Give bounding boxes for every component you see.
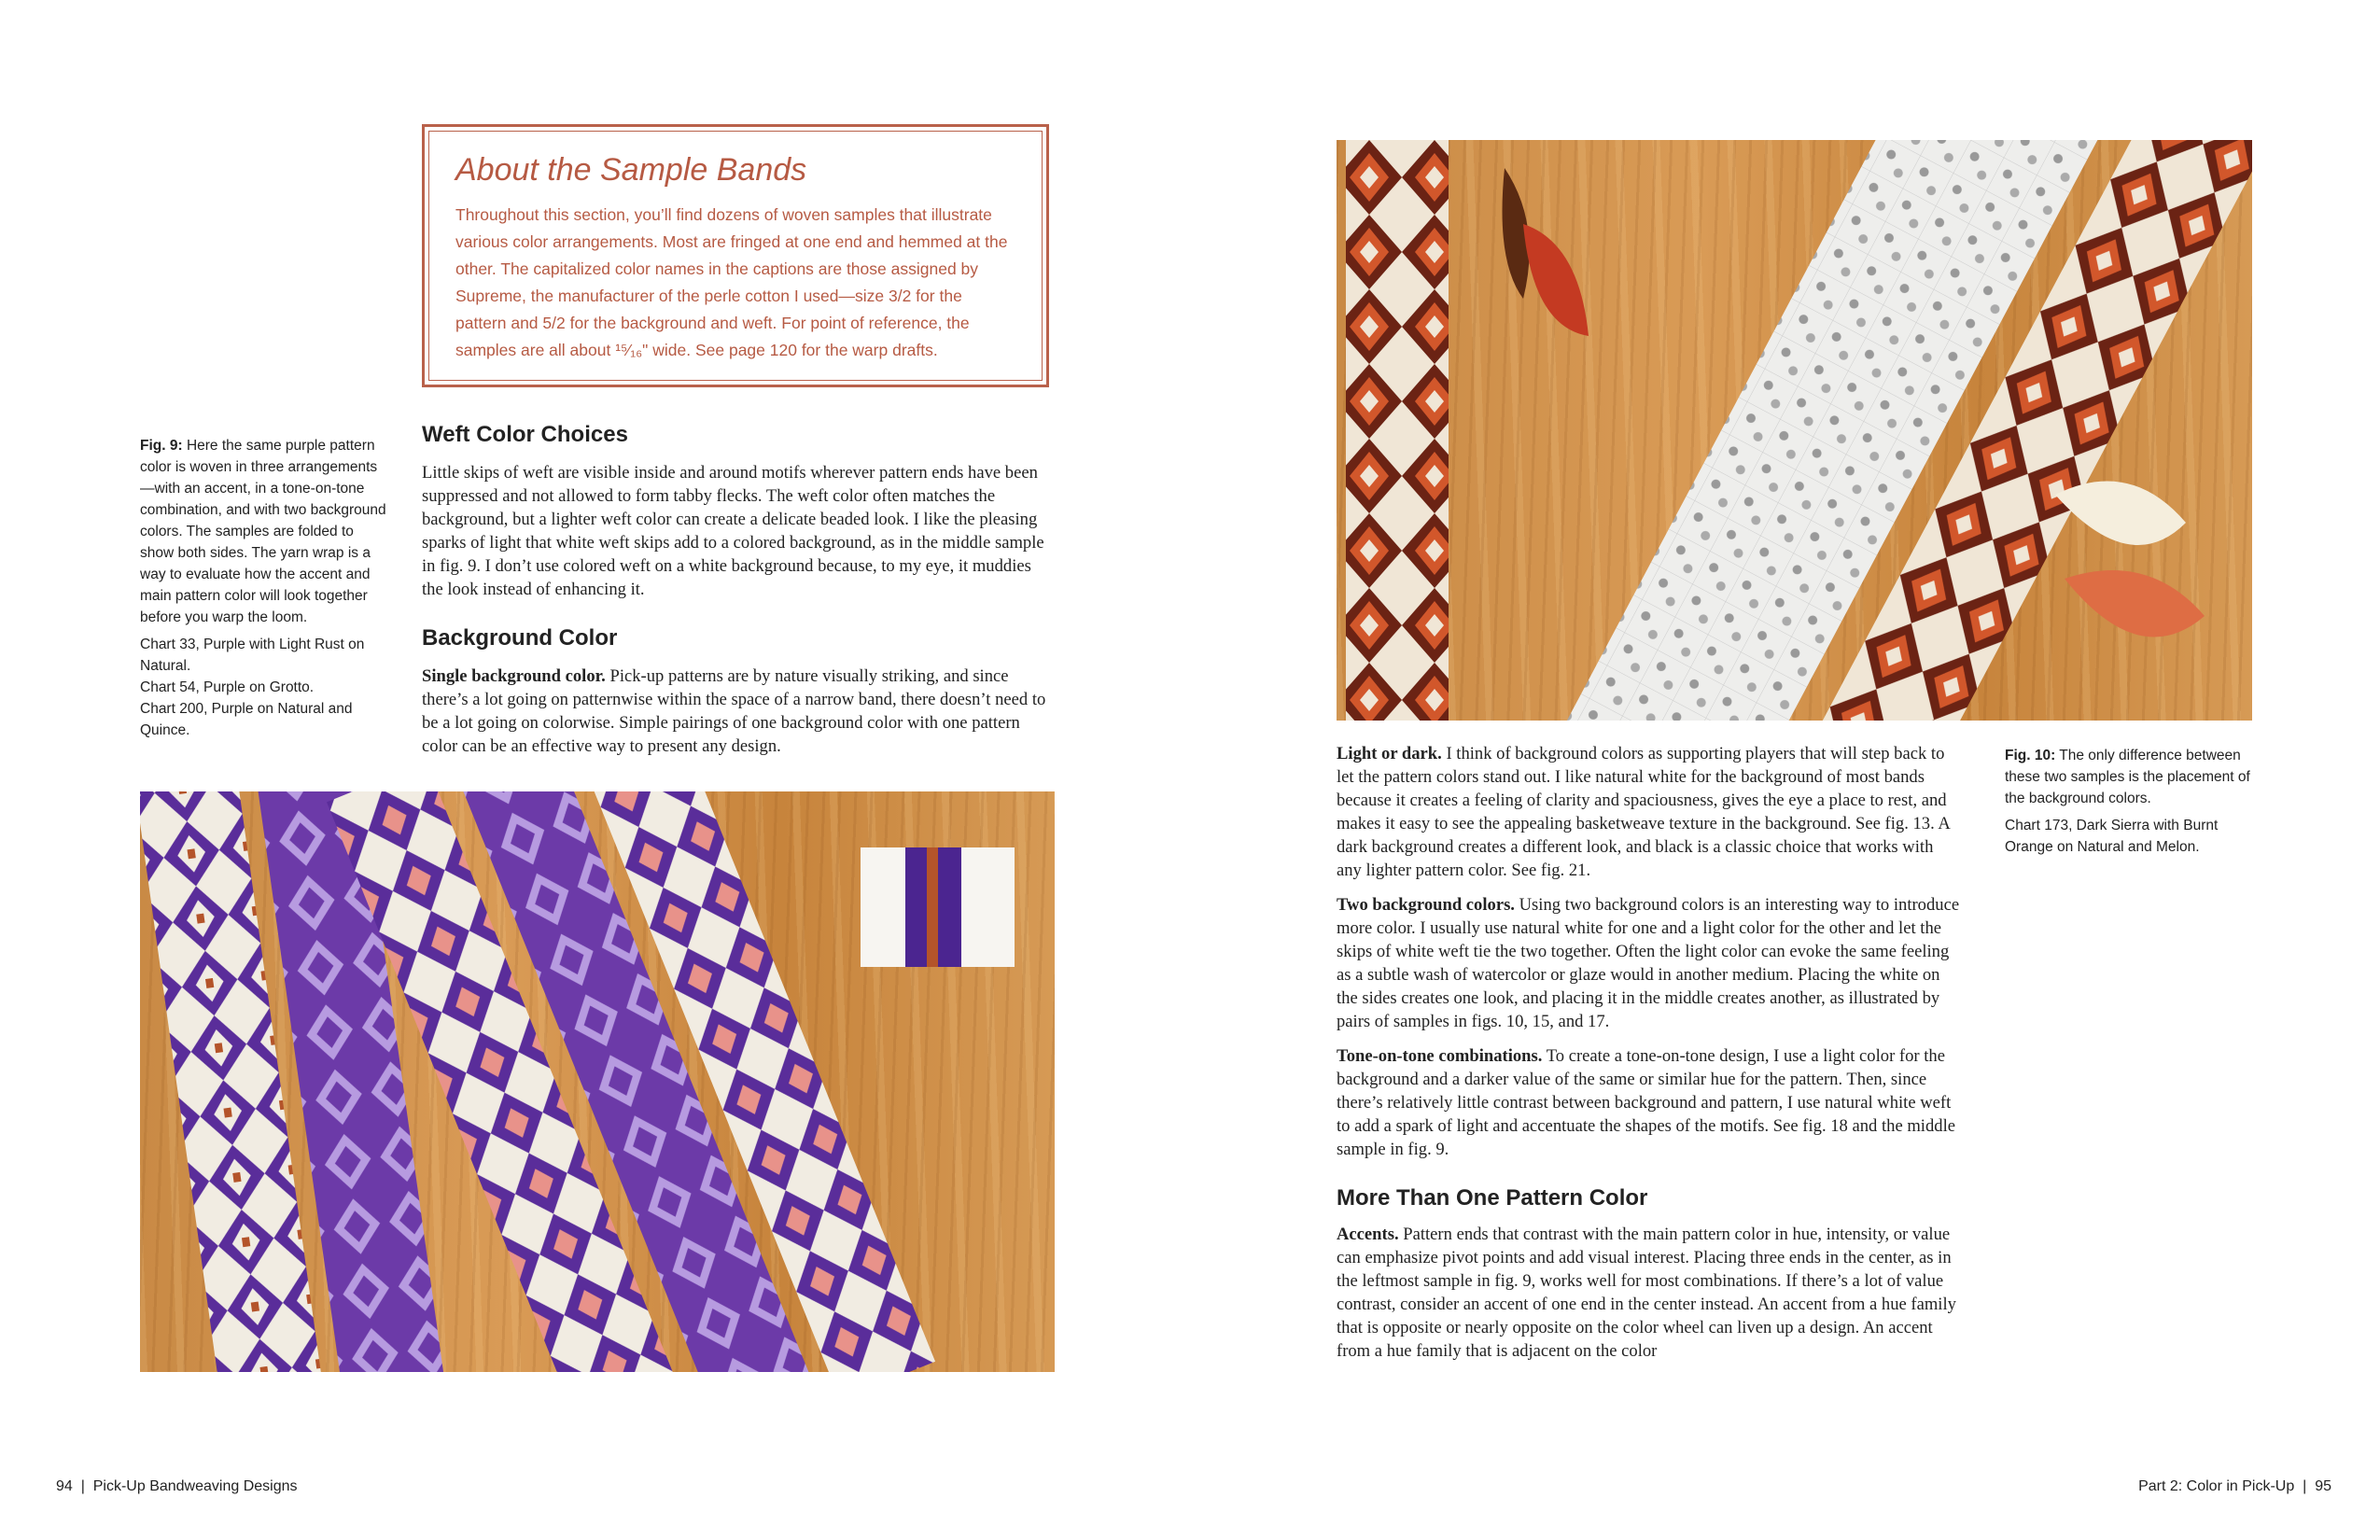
text: Using two background colors is an interesting way to introduce more color. I usually use natural white for one and a light color for the other and let the skips of white weft tie the two together. Often the light color can evoke the same feeling as a subtle wash of watercolor or glaze would in another medium. Placing the white on the sides creates one look, and placing it in the middle creates another, as illustrated by pairs of samples in figs. 10, 15, and 17. xyxy=(1337,895,1960,1031)
footer-right: Part 2: Color in Pick-Up | 95 xyxy=(2138,1478,2331,1494)
text: Pattern ends that contrast with the main pattern color in hue, intensity, or value can emphasize pivot points and add visual interest. Placing three ends in the center, as in the leftmost sample in fig. 9, works well for most combinations. If there’s a lot of value contrast, consider an accent of one end in the center instead. An accent from a hue family that is opposite or nearly opposite on the color wheel can liven up a design. An accent from a hue family that is adjacent on the color xyxy=(1337,1225,1956,1361)
fig10-text: The only difference between these two samples is the placement of the background colors. xyxy=(2005,748,2250,806)
light-or-dark-paragraph xyxy=(1337,742,1960,882)
lead: Single background color. xyxy=(422,666,606,686)
fig9-chart: Chart 200, Purple on Natural and Quince. xyxy=(140,701,353,738)
right-column xyxy=(1337,742,1960,1374)
lead: Two background colors. xyxy=(1337,895,1515,915)
woven-bands-sierra-illustration xyxy=(1337,140,2252,721)
box-body: Throughout this section, you’ll find dozens of woven samples that illustrate various color arrangements. Most are fringed at one end and hemmed at the other. The capitalized color names in the captions are those assigned by Supreme, the manufacturer of the perle cotton I used—size 3/2 for the pattern and 5/2 for the background and weft. For point of reference, the samples are all about ¹⁵⁄₁₆" wide. See page 120 for the warp drafts. xyxy=(455,205,1008,359)
woven-bands-purple-illustration xyxy=(140,791,1055,1372)
more-heading: More Than One Pattern Color xyxy=(1337,1185,1648,1211)
fig9-photo xyxy=(140,791,1055,1372)
fig10-caption xyxy=(2005,745,2255,863)
fig10-chart: Chart 173, Dark Sierra with Burnt Orange on Natural and Melon. xyxy=(2005,818,2219,855)
left-column xyxy=(422,422,1057,769)
weft-heading: Weft Color Choices xyxy=(422,422,628,447)
lead: Accents. xyxy=(1337,1225,1399,1244)
weft-body: Little skips of weft are visible inside and around motifs wherever pattern ends have been suppressed and not allowed to form tabby flecks. The weft color often matches the background, but a lighter weft color can create a delicate beaded look. I like the pleasing sparks of light that white weft skips add to a colored background, as in the middle sample in fig. 9. I don’t use colored weft on a white background because, to my eye, it muddies the look instead of enhancing it. xyxy=(422,463,1044,599)
text: To create a tone-on-tone design, I use a light color for the background and a darker value of the same or similar hue for the pattern. Then, since there’s relatively little contrast between background and pattern, I use natural white weft to add a spark of light and accentuate the shapes of the motifs. See fig. 18 and the middle sample in fig. 9. xyxy=(1337,1046,1955,1159)
text: Pick-up patterns are by nature visually striking, and since there’s a lot going on patternwise within the space of a narrow band, there doesn’t need to be a lot going on colorwise. Simple pairings of one background color with one pattern color can be an effective way to present any design. xyxy=(422,666,1046,756)
lead: Light or dark. xyxy=(1337,744,1442,763)
box-title: About the Sample Bands xyxy=(455,152,807,188)
fig9-label: Fig. 9: xyxy=(140,438,183,454)
footer-left: 94 | Pick-Up Bandweaving Designs xyxy=(56,1478,298,1494)
single-background-paragraph xyxy=(422,665,1057,758)
fig10-label: Fig. 10: xyxy=(2005,748,2056,763)
fig9-caption xyxy=(140,435,387,741)
fig9-text: Here the same purple pattern color is woven in three arrangements—with an accent, in a tone-on-tone combination, and with two background colors. The samples are folded to show both sides. The yarn wrap is a way to evaluate how the accent and main pattern color will look together before you warp the loom. xyxy=(140,438,386,625)
fig9-chart: Chart 54, Purple on Grotto. xyxy=(140,679,315,695)
fig10-photo xyxy=(1337,140,2252,721)
fig9-chart: Chart 33, Purple with Light Rust on Natural. xyxy=(140,637,365,674)
background-heading: Background Color xyxy=(422,625,618,651)
text: I think of background colors as supporting players that will step back to let the pattern colors stand out. I like natural white for the background of most bands because it creates a feeling of clarity and spaciousness, gives the eye a place to rest, and makes it easy to see the appealing basketweave texture in the background. See fig. 13. A dark background creates a different look, and black is a classic choice that works with any lighter pattern color. See fig. 21. xyxy=(1337,744,1950,880)
two-background-paragraph xyxy=(1337,893,1960,1033)
tone-on-tone-paragraph xyxy=(1337,1044,1960,1161)
lead: Tone-on-tone combinations. xyxy=(1337,1046,1543,1066)
about-sample-bands-box xyxy=(422,124,1049,387)
accents-paragraph xyxy=(1337,1223,1960,1363)
